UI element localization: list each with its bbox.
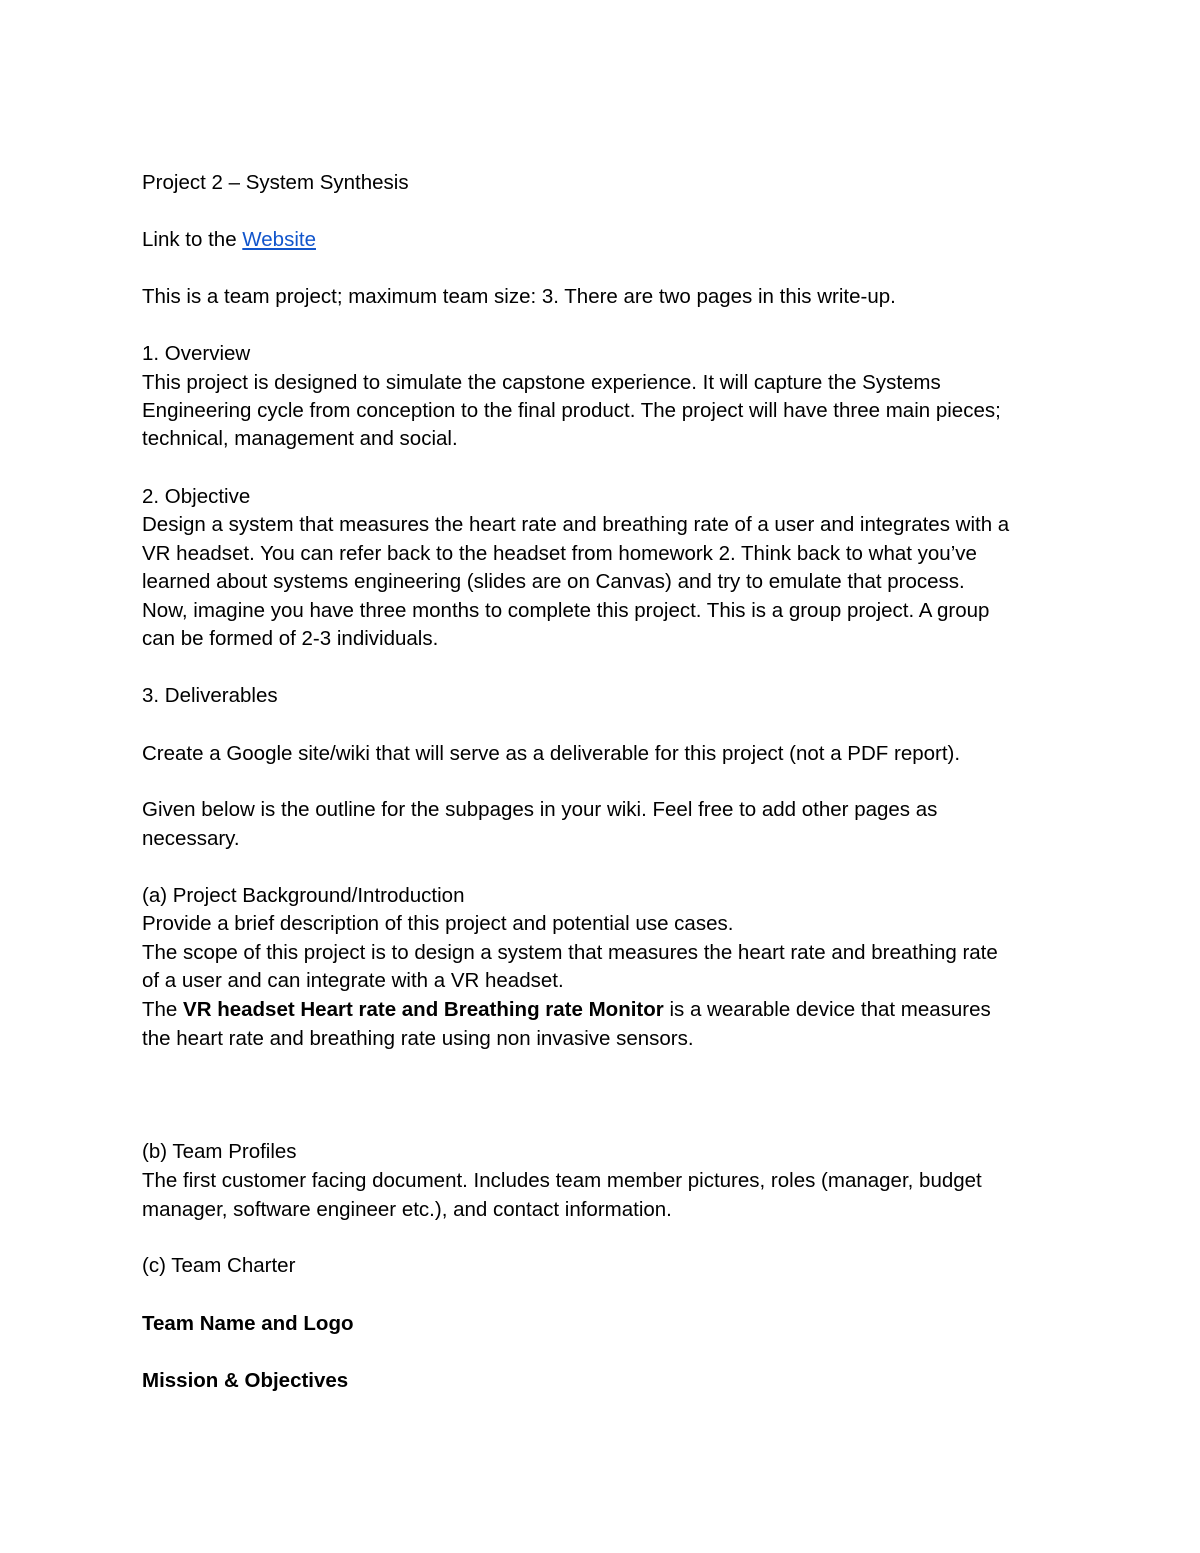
objective-line: can be formed of 2-3 individuals.: [142, 627, 439, 650]
overview-heading: 1. Overview: [142, 342, 251, 365]
objective-heading: 2. Objective: [142, 485, 251, 508]
section-a-line: Provide a brief description of this project and potential use cases.: [142, 912, 734, 935]
device-description-line-2: the heart rate and breathing rate using non invasive sensors.: [142, 1027, 694, 1050]
overview-line: Engineering cycle from conception to the final product. The project will have three main pieces;: [142, 399, 1001, 422]
website-link[interactable]: Website: [242, 228, 316, 251]
team-note: This is a team project; maximum team size: 3. There are two pages in this write-up.: [142, 285, 896, 308]
deliverables-outline-line: necessary.: [142, 827, 240, 850]
section-b-heading: (b) Team Profiles: [142, 1140, 297, 1163]
overview-line: This project is designed to simulate the capstone experience. It will capture the Systems: [142, 371, 941, 394]
section-b-line: manager, software engineer etc.), and contact information.: [142, 1198, 672, 1221]
objective-line: Design a system that measures the heart rate and breathing rate of a user and integrates with a: [142, 513, 1010, 536]
document-title: Project 2 – System Synthesis: [142, 171, 409, 194]
section-a-line: The scope of this project is to design a system that measures the heart rate and breathing rate: [142, 941, 998, 964]
website-link-line: [142, 226, 316, 254]
section-a-heading: (a) Project Background/Introduction: [142, 884, 465, 907]
objective-line: Now, imagine you have three months to complete this project. This is a group project. A group: [142, 599, 990, 622]
deliverables-intro: Create a Google site/wiki that will serve as a deliverable for this project (not a PDF report).: [142, 742, 961, 765]
section-b-line: The first customer facing document. Includes team member pictures, roles (manager, budget: [142, 1169, 982, 1192]
deliverables-heading: 3. Deliverables: [142, 684, 278, 707]
objective-line: VR headset. You can refer back to the headset from homework 2. Think back to what you’ve: [142, 542, 977, 565]
device-description-line: [142, 996, 991, 1024]
device-line-suffix: is a wearable device that measures: [663, 998, 991, 1021]
device-name: VR headset Heart rate and Breathing rate Monitor: [183, 998, 664, 1021]
team-name-logo-heading: Team Name and Logo: [142, 1312, 354, 1335]
objective-line: learned about systems engineering (slides are on Canvas) and try to emulate that process.: [142, 570, 965, 593]
overview-line: technical, management and social.: [142, 427, 458, 450]
device-line-prefix: The: [142, 998, 184, 1021]
link-prefix: Link to the: [142, 228, 243, 251]
section-c-heading: (c) Team Charter: [142, 1254, 296, 1277]
deliverables-outline-line: Given below is the outline for the subpages in your wiki. Feel free to add other pages as: [142, 798, 938, 821]
section-a-line: of a user and can integrate with a VR headset.: [142, 969, 564, 992]
mission-objectives-heading: Mission & Objectives: [142, 1369, 349, 1392]
